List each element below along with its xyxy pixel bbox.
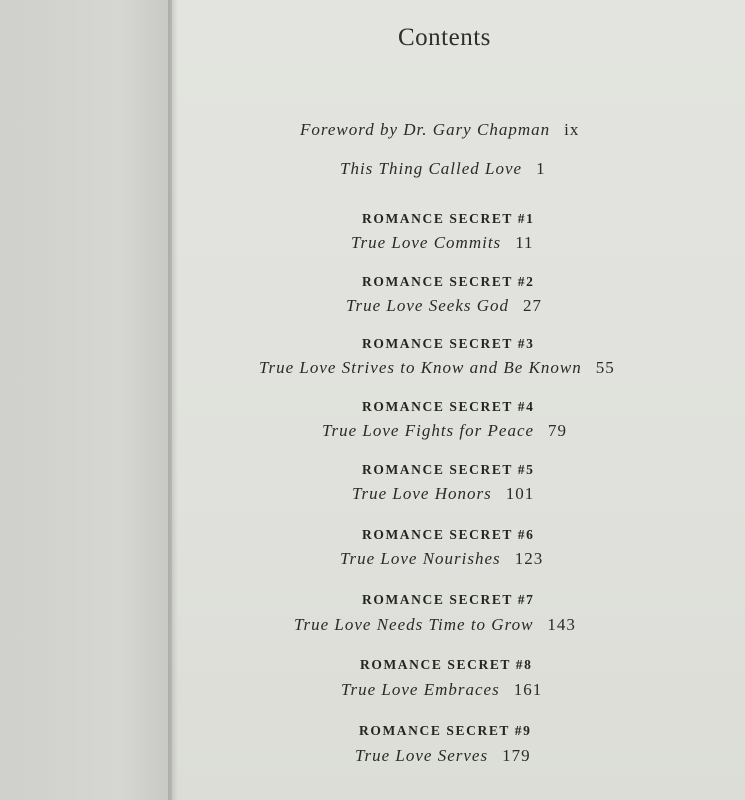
toc-entry-introduction [340,159,546,179]
toc-entry-page: 179 [502,746,531,765]
left-page [0,0,172,800]
section-heading: ROMANCE SECRET #1 [362,211,535,226]
toc-entry-title: True Love Honors [352,484,492,503]
toc-entry-page: 123 [514,549,544,568]
toc-entry-page: 161 [513,680,543,699]
toc-entry [259,358,615,378]
toc-entry-title: True Love Commits [351,233,502,252]
toc-entry-page: 55 [595,358,615,377]
toc-entry-title: True Love Seeks God [346,296,510,315]
toc-entry-title: True Love Fights for Peace [322,421,535,440]
section-heading: ROMANCE SECRET #5 [362,462,535,477]
section-heading: ROMANCE SECRET #4 [362,399,535,414]
toc-entry [341,680,542,700]
toc-entry [355,746,531,766]
section-heading: ROMANCE SECRET #2 [362,274,535,289]
section-heading: ROMANCE SECRET #7 [362,592,535,607]
toc-entry-page: 27 [523,296,543,315]
toc-entry-title: True Love Embraces [341,680,500,699]
toc-entry [340,549,543,569]
toc-entry-page: 143 [547,615,576,634]
section-heading: ROMANCE SECRET #9 [359,723,532,738]
toc-entry [352,484,534,504]
toc-entry-page: 101 [505,484,535,503]
section-heading: ROMANCE SECRET #6 [362,527,535,542]
toc-entry-page: ix [564,120,580,139]
section-heading: ROMANCE SECRET #8 [360,657,533,672]
toc-entry-title: True Love Nourishes [340,549,501,568]
toc-entry-title: True Love Needs Time to Grow [294,615,534,634]
toc-entry-foreword [300,120,579,140]
page-title: Contents [398,24,491,51]
toc-entry-title: Foreword by Dr. Gary Chapman [300,120,551,139]
toc-entry-title: This Thing Called Love [340,159,523,178]
toc-entry-page: 1 [536,159,546,178]
toc-entry-title: True Love Strives to Know and Be Known [259,358,582,377]
toc-entry [351,233,534,253]
toc-entry [346,296,542,316]
book-gutter [168,0,178,800]
toc-entry [294,615,576,635]
toc-entry-page: 11 [515,233,534,252]
toc-entry-page: 79 [548,421,568,440]
toc-entry [322,421,567,441]
toc-entry-title: True Love Serves [355,746,489,765]
section-heading: ROMANCE SECRET #3 [362,336,535,351]
